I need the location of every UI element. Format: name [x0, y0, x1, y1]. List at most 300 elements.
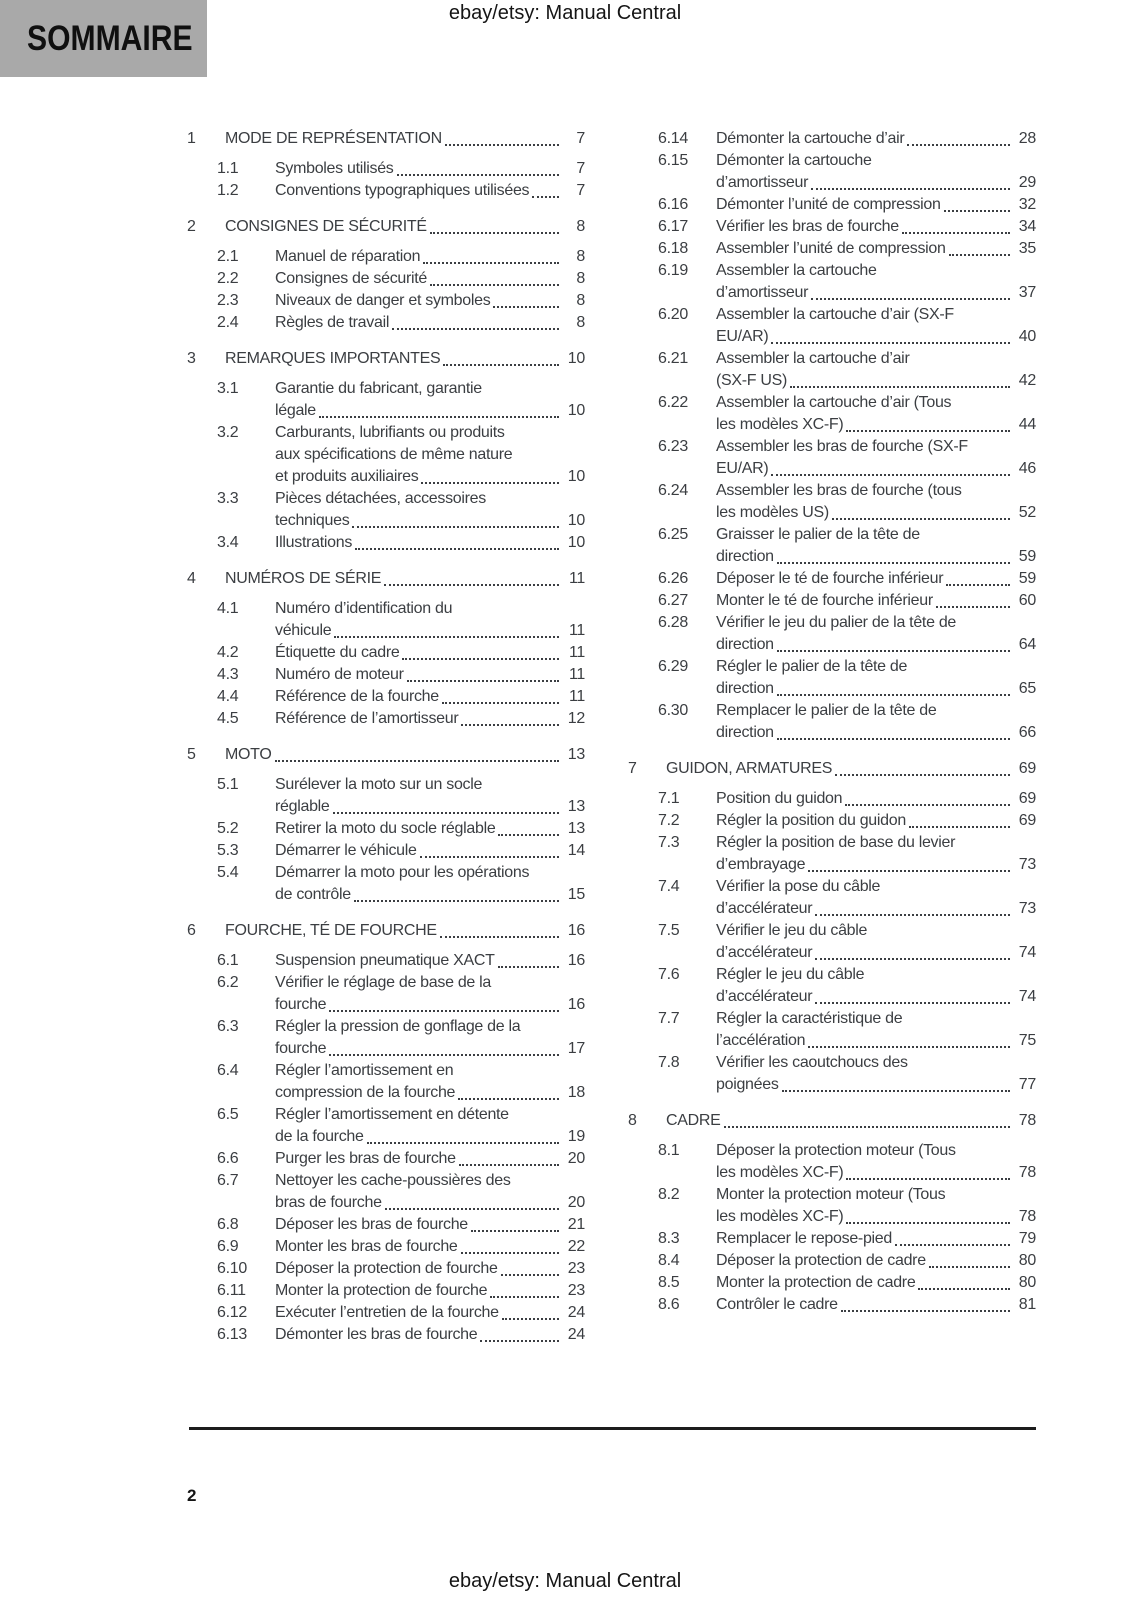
- entry-page-number: 80: [1018, 1274, 1036, 1291]
- entry-page-number: 44: [1018, 416, 1036, 433]
- entry-title-last-line: [275, 708, 585, 730]
- entry-number: 6.4: [217, 1062, 239, 1079]
- entry-number: 5: [187, 746, 196, 763]
- entry-title-last-line: [716, 722, 1036, 744]
- entry-body: [275, 774, 585, 818]
- toc-sub-entry: [187, 1236, 585, 1258]
- toc-sub-entry: [628, 700, 1036, 744]
- entry-body: [225, 744, 585, 766]
- entry-page-number: 11: [568, 644, 585, 661]
- entry-title-line: Vérifier le réglage de base de la: [275, 974, 492, 991]
- entry-title: Référence de la fourche: [275, 688, 439, 705]
- entry-page-number: 10: [567, 402, 585, 419]
- entry-page-number: 11: [568, 688, 585, 705]
- entry-page-number: 59: [1018, 548, 1036, 565]
- entry-title-last-line: [275, 1082, 585, 1104]
- dot-leader: [352, 510, 559, 528]
- entry-title-last-line: [275, 400, 585, 422]
- dot-leader: [724, 1110, 1010, 1128]
- entry-title: Démonter la cartouche d’air: [716, 130, 905, 147]
- dot-leader: [835, 758, 1010, 776]
- entry-body: [275, 1302, 585, 1324]
- entry-title-last-line: [275, 620, 585, 642]
- footer-page-number: 2: [187, 1486, 197, 1505]
- entry-title-last-line: [716, 282, 1036, 304]
- toc-sub-entry: [628, 832, 1036, 876]
- entry-number: 2.4: [217, 314, 239, 331]
- toc-sub-entry: [187, 686, 585, 708]
- toc-sub-entry: [187, 532, 585, 554]
- entry-title-last-line: [275, 180, 585, 202]
- entry-number: 6.15: [658, 152, 688, 169]
- toc-sub-entry: [628, 788, 1036, 810]
- toc-sub-entry: [628, 964, 1036, 1008]
- toc-sub-entry: [628, 480, 1036, 524]
- entry-page-number: 69: [1018, 760, 1036, 777]
- dot-leader: [461, 1236, 559, 1254]
- entry-body: [275, 312, 585, 334]
- dot-leader: [498, 818, 559, 836]
- toc-column-right: [628, 128, 1036, 1316]
- entry-page-number: 73: [1018, 856, 1036, 873]
- entry-number: 6.14: [658, 130, 688, 147]
- dot-leader: [777, 546, 1010, 564]
- entry-title-line: Graisser le palier de la tête de: [716, 526, 920, 543]
- page-title: SOMMAIRE: [27, 18, 193, 58]
- entry-page-number: 23: [567, 1260, 585, 1277]
- entry-body: [716, 194, 1036, 216]
- entry-body: [275, 1236, 585, 1258]
- toc-section-entry: [187, 568, 585, 590]
- dot-leader: [946, 568, 1010, 586]
- entry-number: 3.4: [217, 534, 239, 551]
- toc-sub-entry: [187, 818, 585, 840]
- entry-body: [716, 1294, 1036, 1316]
- footer-rule: [189, 1427, 1036, 1430]
- entry-title: Consignes de sécurité: [275, 270, 428, 287]
- entry-body: [225, 348, 585, 370]
- entry-title-last-line: [275, 1126, 585, 1148]
- entry-page-number: 20: [567, 1150, 585, 1167]
- dot-leader: [846, 1162, 1010, 1180]
- entry-title: les modèles XC-F): [716, 1164, 844, 1181]
- entry-page-number: 34: [1018, 218, 1036, 235]
- entry-body: [716, 260, 1036, 304]
- entry-number: 8.1: [658, 1142, 680, 1159]
- dot-leader: [777, 678, 1010, 696]
- toc-sub-entry: [187, 1324, 585, 1346]
- entry-page-number: 21: [567, 1216, 585, 1233]
- entry-title: de la fourche: [275, 1128, 364, 1145]
- entry-title-line: Monter la protection moteur (Tous: [716, 1186, 946, 1203]
- toc-sub-entry: [628, 1294, 1036, 1316]
- entry-title-last-line: [716, 788, 1036, 810]
- dot-leader: [333, 796, 559, 814]
- entry-page-number: 74: [1018, 944, 1036, 961]
- entry-number: 7: [628, 760, 637, 777]
- entry-title-last-line: [275, 1324, 585, 1346]
- entry-title-last-line: [666, 758, 1036, 780]
- entry-number: 5.1: [217, 776, 239, 793]
- entry-body: [716, 810, 1036, 832]
- entry-number: 6.28: [658, 614, 688, 631]
- entry-title-last-line: [275, 158, 585, 180]
- entry-body: [716, 150, 1036, 194]
- entry-title-last-line: [716, 216, 1036, 238]
- entry-number: 3.1: [217, 380, 239, 397]
- entry-page-number: 11: [568, 666, 585, 683]
- entry-title: véhicule: [275, 622, 332, 639]
- toc-sub-entry: [628, 436, 1036, 480]
- toc-sub-entry: [187, 180, 585, 202]
- toc-sub-entry: [187, 1104, 585, 1148]
- entry-title: les modèles XC-F): [716, 416, 844, 433]
- entry-title-last-line: [225, 216, 585, 238]
- entry-body: [716, 612, 1036, 656]
- entry-title: fourche: [275, 1040, 327, 1057]
- entry-page-number: 32: [1018, 196, 1036, 213]
- entry-number: 6.20: [658, 306, 688, 323]
- toc-sub-entry: [187, 972, 585, 1016]
- entry-title: l’accélération: [716, 1032, 806, 1049]
- dot-leader: [442, 686, 559, 704]
- entry-title-line: Déposer la protection moteur (Tous: [716, 1142, 956, 1159]
- entry-number: 6.22: [658, 394, 688, 411]
- entry-page-number: 69: [1018, 790, 1036, 807]
- entry-body: [275, 268, 585, 290]
- toc-sub-entry: [187, 774, 585, 818]
- entry-title-last-line: [275, 950, 585, 972]
- dot-leader: [777, 722, 1010, 740]
- entry-number: 6.27: [658, 592, 688, 609]
- entry-body: [275, 1104, 585, 1148]
- dot-leader: [421, 466, 559, 484]
- entry-title: Symboles utilisés: [275, 160, 394, 177]
- entry-body: [716, 590, 1036, 612]
- toc-sub-entry: [628, 128, 1036, 150]
- entry-body: [716, 832, 1036, 876]
- entry-body: [275, 972, 585, 1016]
- entry-number: 8.5: [658, 1274, 680, 1291]
- entry-number: 8: [628, 1112, 637, 1129]
- entry-title: Monter la protection de fourche: [275, 1282, 488, 1299]
- toc-sub-entry: [628, 216, 1036, 238]
- entry-title: Suspension pneumatique XACT: [275, 952, 495, 969]
- dot-leader: [423, 246, 559, 264]
- entry-page-number: 15: [567, 886, 585, 903]
- entry-number: 4.4: [217, 688, 239, 705]
- toc-sub-entry: [187, 422, 585, 488]
- entry-number: 1: [187, 130, 196, 147]
- entry-body: [666, 1110, 1036, 1132]
- entry-body: [275, 180, 585, 202]
- entry-title-line: Vérifier le jeu du palier de la tête de: [716, 614, 957, 631]
- entry-number: 3: [187, 350, 196, 367]
- entry-title-line: Régler l’amortissement en: [275, 1062, 454, 1079]
- dot-leader: [445, 128, 559, 146]
- dot-leader: [440, 920, 559, 938]
- toc-sub-entry: [628, 876, 1036, 920]
- entry-number: 6.21: [658, 350, 688, 367]
- entry-page-number: 78: [1018, 1112, 1036, 1129]
- entry-title: techniques: [275, 512, 350, 529]
- entry-title-last-line: [716, 414, 1036, 436]
- entry-title-last-line: [275, 642, 585, 664]
- entry-body: [275, 1280, 585, 1302]
- entry-number: 2.3: [217, 292, 239, 309]
- entry-title: d’embrayage: [716, 856, 806, 873]
- entry-title: CADRE: [666, 1112, 721, 1129]
- entry-number: 7.8: [658, 1054, 680, 1071]
- entry-body: [716, 1052, 1036, 1096]
- toc-sub-entry: [628, 260, 1036, 304]
- toc-section-entry: [187, 348, 585, 370]
- toc-section-entry: [628, 1110, 1036, 1132]
- entry-title-last-line: [716, 1074, 1036, 1096]
- entry-number: 7.4: [658, 878, 680, 895]
- entry-title-last-line: [275, 1302, 585, 1324]
- entry-body: [275, 422, 585, 488]
- toc-sub-entry: [628, 1184, 1036, 1228]
- entry-page-number: 13: [567, 820, 585, 837]
- toc-sub-entry: [187, 642, 585, 664]
- toc-sub-entry: [187, 488, 585, 532]
- entry-number: 7.1: [658, 790, 680, 807]
- entry-body: [716, 964, 1036, 1008]
- toc-sub-entry: [628, 810, 1036, 832]
- entry-title-last-line: [716, 172, 1036, 194]
- toc-sub-entry: [187, 290, 585, 312]
- entry-body: [225, 920, 585, 942]
- dot-leader: [480, 1324, 559, 1342]
- entry-title: fourche: [275, 996, 327, 1013]
- entry-title-last-line: [716, 1030, 1036, 1052]
- entry-page-number: 52: [1018, 504, 1036, 521]
- dot-leader: [815, 898, 1010, 916]
- entry-body: [225, 216, 585, 238]
- entry-page-number: 65: [1018, 680, 1036, 697]
- entry-title-line: Démarrer la moto pour les opérations: [275, 864, 530, 881]
- entry-title-last-line: [275, 290, 585, 312]
- entry-number: 6.8: [217, 1216, 239, 1233]
- entry-title-last-line: [716, 326, 1036, 348]
- entry-title-last-line: [716, 194, 1036, 216]
- entry-number: 4.5: [217, 710, 239, 727]
- entry-number: 6.13: [217, 1326, 247, 1343]
- entry-page-number: 10: [567, 534, 585, 551]
- entry-number: 3.3: [217, 490, 239, 507]
- toc-sub-entry: [628, 590, 1036, 612]
- toc-sub-entry: [628, 150, 1036, 194]
- entry-title: Manuel de réparation: [275, 248, 421, 265]
- entry-number: 6.19: [658, 262, 688, 279]
- entry-title-last-line: [275, 1214, 585, 1236]
- toc-section-entry: [187, 744, 585, 766]
- dot-leader: [815, 986, 1010, 1004]
- entry-number: 7.3: [658, 834, 680, 851]
- entry-title: Déposer les bras de fourche: [275, 1216, 468, 1233]
- entry-number: 6.30: [658, 702, 688, 719]
- dot-leader: [275, 744, 559, 762]
- footer-doc-label: ebay/etsy: Manual Central: [448, 1570, 682, 1592]
- entry-body: [275, 1258, 585, 1280]
- dot-leader: [471, 1214, 559, 1232]
- entry-title: MOTO: [225, 746, 272, 763]
- dot-leader: [354, 884, 559, 902]
- entry-title: Monter la protection de cadre: [716, 1274, 916, 1291]
- dot-leader: [532, 180, 559, 198]
- entry-page-number: 35: [1018, 240, 1036, 257]
- toc-sub-entry: [628, 348, 1036, 392]
- entry-number: 8.4: [658, 1252, 680, 1269]
- entry-title: d’accélérateur: [716, 900, 813, 917]
- entry-page-number: 17: [567, 1040, 585, 1057]
- entry-body: [716, 348, 1036, 392]
- dot-leader: [846, 414, 1010, 432]
- entry-title-last-line: [716, 128, 1036, 150]
- entry-title-last-line: [275, 796, 585, 818]
- entry-title: d’accélérateur: [716, 988, 813, 1005]
- entry-page-number: 14: [567, 842, 585, 859]
- entry-number: 8.3: [658, 1230, 680, 1247]
- entry-body: [275, 708, 585, 730]
- dot-leader: [815, 942, 1010, 960]
- entry-body: [225, 128, 585, 150]
- dot-leader: [782, 1074, 1010, 1092]
- entry-number: 6.2: [217, 974, 239, 991]
- sommaire-title-box: [0, 0, 207, 77]
- entry-title-last-line: [716, 1162, 1036, 1184]
- entry-number: 6.11: [217, 1282, 246, 1299]
- entry-title-line: Vérifier la pose du câble: [716, 878, 881, 895]
- entry-page-number: 46: [1018, 460, 1036, 477]
- toc-sub-entry: [628, 238, 1036, 260]
- entry-title-last-line: [716, 634, 1036, 656]
- toc-sub-entry: [187, 598, 585, 642]
- entry-number: 1.2: [217, 182, 239, 199]
- toc-section-entry: [187, 920, 585, 942]
- entry-title-last-line: [275, 1038, 585, 1060]
- dot-leader: [777, 634, 1010, 652]
- entry-number: 6.10: [217, 1260, 247, 1277]
- toc-sub-entry: [187, 862, 585, 906]
- toc-sub-entry: [187, 708, 585, 730]
- entry-number: 6.23: [658, 438, 688, 455]
- entry-title-line: Régler la position de base du levier: [716, 834, 956, 851]
- dot-leader: [461, 708, 559, 726]
- entry-body: [716, 1228, 1036, 1250]
- entry-title-last-line: [225, 568, 585, 590]
- toc-sub-entry: [628, 568, 1036, 590]
- entry-page-number: 7: [576, 130, 585, 147]
- entry-title: de contrôle: [275, 886, 351, 903]
- entry-title: Monter le té de fourche inférieur: [716, 592, 933, 609]
- dot-leader: [443, 348, 559, 366]
- entry-title-last-line: [716, 590, 1036, 612]
- entry-body: [275, 158, 585, 180]
- entry-title: Position du guidon: [716, 790, 843, 807]
- entry-title: direction: [716, 636, 774, 653]
- entry-title-line: Régler l’amortissement en détente: [275, 1106, 509, 1123]
- toc-sub-entry: [628, 1052, 1036, 1096]
- entry-body: [275, 246, 585, 268]
- entry-title: EU/AR): [716, 328, 769, 345]
- dot-leader: [334, 620, 559, 638]
- entry-page-number: 11: [568, 570, 585, 587]
- entry-body: [716, 1140, 1036, 1184]
- entry-number: 5.4: [217, 864, 239, 881]
- entry-title: Régler la position du guidon: [716, 812, 906, 829]
- entry-body: [716, 216, 1036, 238]
- entry-title-line: Garantie du fabricant, garantie: [275, 380, 482, 397]
- entry-page-number: 24: [567, 1304, 585, 1321]
- entry-page-number: 16: [567, 952, 585, 969]
- toc-sub-entry: [187, 246, 585, 268]
- entry-number: 1.1: [217, 160, 239, 177]
- entry-number: 6.9: [217, 1238, 239, 1255]
- entry-number: 6.24: [658, 482, 688, 499]
- entry-title: FOURCHE, TÉ DE FOURCHE: [225, 922, 437, 939]
- entry-title: MODE DE REPRÉSENTATION: [225, 130, 442, 147]
- toc-sub-entry: [628, 304, 1036, 348]
- entry-body: [716, 920, 1036, 964]
- entry-title-last-line: [275, 1258, 585, 1280]
- entry-page-number: 73: [1018, 900, 1036, 917]
- entry-page-number: 80: [1018, 1252, 1036, 1269]
- entry-body: [716, 392, 1036, 436]
- entry-title: Exécuter l’entretien de la fourche: [275, 1304, 499, 1321]
- entry-number: 3.2: [217, 424, 239, 441]
- entry-title-last-line: [716, 370, 1036, 392]
- entry-number: 6.26: [658, 570, 688, 587]
- dot-leader: [430, 268, 559, 286]
- entry-number: 2.1: [217, 248, 239, 265]
- entry-number: 7.7: [658, 1010, 680, 1027]
- entry-title-last-line: [275, 1280, 585, 1302]
- entry-number: 6.25: [658, 526, 688, 543]
- entry-title-last-line: [275, 840, 585, 862]
- entry-title-line: Assembler la cartouche d’air (Tous: [716, 394, 952, 411]
- entry-title: direction: [716, 724, 774, 741]
- toc-sub-entry: [187, 840, 585, 862]
- entry-title-last-line: [275, 246, 585, 268]
- entry-page-number: 69: [1018, 812, 1036, 829]
- entry-number: 2: [187, 218, 196, 235]
- entry-title-last-line: [716, 942, 1036, 964]
- entry-title: Remplacer le repose-pied: [716, 1230, 893, 1247]
- toc-sub-entry: [628, 920, 1036, 964]
- entry-title: réglable: [275, 798, 330, 815]
- entry-body: [716, 238, 1036, 260]
- entry-number: 7.5: [658, 922, 680, 939]
- toc-sub-entry: [187, 1214, 585, 1236]
- entry-number: 6.16: [658, 196, 688, 213]
- entry-title: REMARQUES IMPORTANTES: [225, 350, 441, 367]
- entry-page-number: 28: [1018, 130, 1036, 147]
- entry-title-line: Assembler les bras de fourche (SX-F: [716, 438, 968, 455]
- entry-number: 4.3: [217, 666, 239, 683]
- toc-sub-entry: [187, 268, 585, 290]
- entry-title: d’accélérateur: [716, 944, 813, 961]
- entry-title-line: Carburants, lubrifiants ou produits: [275, 424, 505, 441]
- dot-leader: [385, 1192, 559, 1210]
- entry-page-number: 8: [576, 248, 585, 265]
- entry-body: [275, 1016, 585, 1060]
- entry-number: 6.1: [217, 952, 239, 969]
- toc-sub-entry: [628, 1272, 1036, 1294]
- entry-title-last-line: [275, 1148, 585, 1170]
- entry-title-last-line: [275, 312, 585, 334]
